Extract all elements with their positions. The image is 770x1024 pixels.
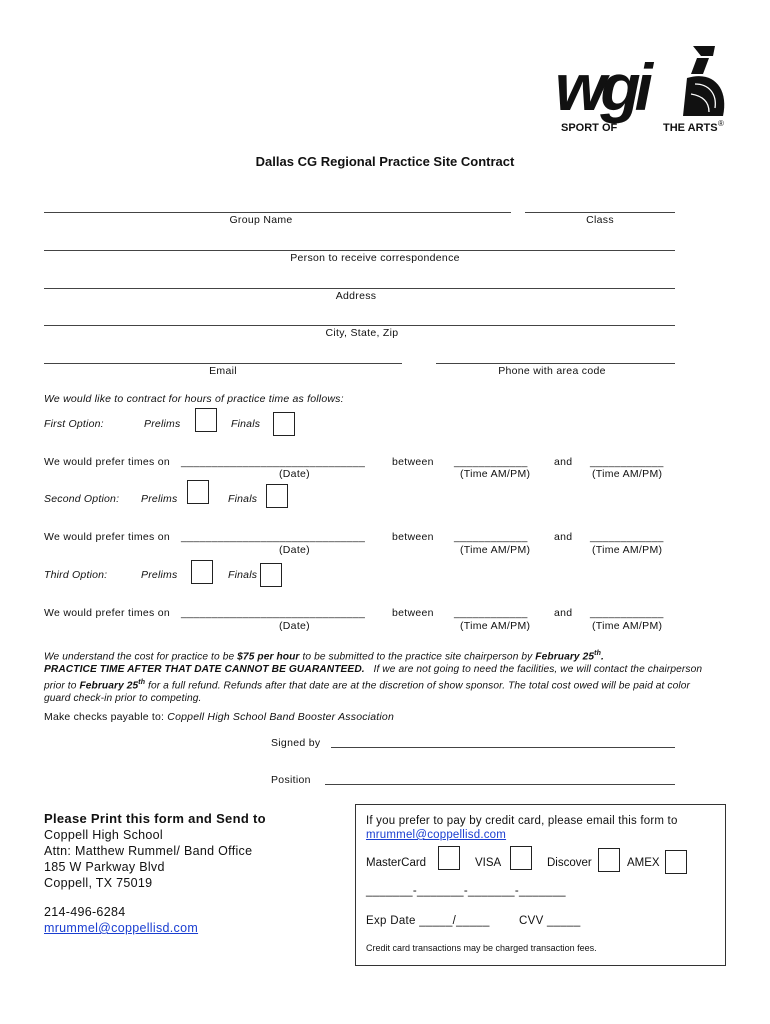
cost-text-5: for a full refund. Refunds after that date are at the discretion of show sponsor. The total cost owed will be paid at color guard check-in prior to competing. — [44, 679, 691, 704]
send-address — [44, 827, 252, 891]
cost-text-1: We understand the cost for practice to be — [44, 651, 238, 663]
prefer-date-caption-1: (Date) — [279, 468, 310, 480]
correspondence-line[interactable] — [44, 250, 675, 251]
second-finals-checkbox[interactable] — [266, 484, 288, 508]
visa-label: VISA — [475, 857, 502, 869]
cost-deadline-2: February 25 — [79, 679, 139, 691]
first-finals-checkbox[interactable] — [273, 412, 295, 436]
city-state-zip-line[interactable] — [44, 325, 675, 326]
prefer-and-3: and — [554, 607, 573, 619]
cost-deadline-sup: th — [594, 650, 601, 657]
second-prelims-label: Prelims — [141, 493, 178, 505]
prefer-date-line-1[interactable]: ______________________________ — [181, 456, 366, 468]
cost-text-4: If we are not going to need the facilities, we will contact the chairperson prior to — [44, 663, 706, 691]
class-label: Class — [586, 214, 614, 226]
prefer-text-1: We would prefer times on — [44, 456, 171, 468]
third-finals-label: Finals — [228, 569, 258, 581]
intro-text: We would like to contract for hours of practice time as follows: — [44, 393, 344, 405]
cost-deadline: February 25 — [535, 651, 595, 663]
amex-label: AMEX — [627, 857, 660, 869]
third-prelims-checkbox[interactable] — [191, 560, 213, 584]
signed-by-label: Signed by — [271, 737, 321, 749]
third-option-label: Third Option: — [44, 569, 108, 581]
class-line[interactable] — [525, 212, 675, 213]
prefer-between-2: between — [392, 531, 434, 543]
send-line-4: Coppell, TX 75019 — [44, 876, 153, 890]
second-finals-label: Finals — [228, 493, 258, 505]
card-fee-note: Credit card transactions may be charged transaction fees. — [366, 943, 597, 953]
group-name-line[interactable] — [44, 212, 511, 213]
prefer-time-caption-1a: (Time AM/PM) — [460, 468, 531, 480]
prefer-date-caption-3: (Date) — [279, 620, 310, 632]
mastercard-label: MasterCard — [366, 857, 427, 869]
address-line[interactable] — [44, 288, 675, 289]
prefer-between-3: between — [392, 607, 434, 619]
discover-checkbox[interactable] — [598, 848, 620, 872]
visa-checkbox[interactable] — [510, 846, 532, 870]
first-option-label: First Option: — [44, 418, 104, 430]
discover-label: Discover — [547, 857, 592, 869]
card-number-field[interactable]: _______-_______-_______-_______ — [366, 885, 566, 897]
third-finals-checkbox[interactable] — [260, 563, 282, 587]
phone-line[interactable] — [436, 363, 675, 364]
city-state-zip-label: City, State, Zip — [325, 327, 399, 339]
send-line-1: Coppell High School — [44, 828, 163, 842]
email-line[interactable] — [44, 363, 402, 364]
second-option-label: Second Option: — [44, 493, 120, 505]
first-finals-label: Finals — [231, 418, 261, 430]
registered-mark: ® — [718, 119, 724, 128]
prefer-date-caption-2: (Date) — [279, 544, 310, 556]
address-label: Address — [335, 290, 377, 302]
prefer-and-1: and — [554, 456, 573, 468]
wgi-logo — [555, 44, 727, 138]
logo-letters: wgi — [555, 50, 647, 124]
prefer-end-time-1[interactable]: ____________ — [590, 456, 664, 468]
checks-payee: Coppell High School Band Booster Association — [167, 711, 395, 723]
prefer-and-2: and — [554, 531, 573, 543]
cost-warning: PRACTICE TIME AFTER THAT DATE CANNOT BE GUARANTEED. — [44, 663, 365, 675]
cost-period: . — [600, 651, 604, 663]
send-line-2: Attn: Matthew Rummel/ Band Office — [44, 844, 253, 858]
first-prelims-checkbox[interactable] — [195, 408, 217, 432]
first-prelims-label: Prelims — [144, 418, 181, 430]
prefer-time-caption-2a: (Time AM/PM) — [460, 544, 531, 556]
second-prelims-checkbox[interactable] — [187, 480, 209, 504]
exp-date-field[interactable]: Exp Date _____/_____ — [366, 915, 490, 927]
checks-payable — [44, 711, 394, 723]
third-prelims-label: Prelims — [141, 569, 178, 581]
logo-tagline-right: THE ARTS — [663, 122, 718, 134]
prefer-start-time-3[interactable]: ____________ — [454, 607, 528, 619]
prefer-start-time-2[interactable]: ____________ — [454, 531, 528, 543]
send-heading: Please Print this form and Send to — [44, 811, 266, 826]
amex-checkbox[interactable] — [665, 850, 687, 874]
cvv-field[interactable]: CVV _____ — [519, 915, 581, 927]
prefer-date-line-2[interactable]: ______________________________ — [181, 531, 366, 543]
prefer-end-time-2[interactable]: ____________ — [590, 531, 664, 543]
cost-paragraph — [44, 648, 716, 705]
send-phone: 214-496-6284 — [44, 905, 126, 919]
checks-label: Make checks payable to: — [44, 711, 165, 723]
group-name-label: Group Name — [229, 214, 293, 226]
cost-deadline-2-sup: th — [138, 678, 146, 686]
correspondence-label: Person to receive correspondence — [290, 252, 460, 264]
prefer-text-2: We would prefer times on — [44, 531, 171, 543]
prefer-date-line-3[interactable]: ______________________________ — [181, 607, 366, 619]
prefer-time-caption-3a: (Time AM/PM) — [460, 620, 531, 632]
email-label: Email — [209, 365, 237, 377]
card-email-link[interactable]: mrummel@coppellisd.com — [366, 829, 507, 841]
phone-label: Phone with area code — [498, 365, 606, 377]
card-intro: If you prefer to pay by credit card, please email this form to — [366, 815, 678, 827]
send-email-link[interactable]: mrummel@coppellisd.com — [44, 921, 199, 935]
prefer-time-caption-1b: (Time AM/PM) — [592, 468, 663, 480]
flag-graphic — [673, 44, 729, 130]
send-line-3: 185 W Parkway Blvd — [44, 860, 165, 874]
prefer-between-1: between — [392, 456, 434, 468]
position-label: Position — [271, 774, 311, 786]
signed-by-line[interactable] — [331, 747, 675, 748]
page-title: Dallas CG Regional Practice Site Contract — [255, 154, 515, 169]
prefer-text-3: We would prefer times on — [44, 607, 171, 619]
mastercard-checkbox[interactable] — [438, 846, 460, 870]
logo-tagline-left: SPORT OF — [561, 122, 618, 134]
prefer-end-time-3[interactable]: ____________ — [590, 607, 664, 619]
credit-card-box — [355, 804, 726, 966]
prefer-time-caption-2b: (Time AM/PM) — [592, 544, 663, 556]
prefer-start-time-1[interactable]: ____________ — [454, 456, 528, 468]
cost-text-2: to be submitted to the practice site chairperson by — [299, 651, 536, 663]
position-line[interactable] — [325, 784, 675, 785]
prefer-time-caption-3b: (Time AM/PM) — [592, 620, 663, 632]
cost-rate: $75 per hour — [237, 651, 300, 663]
